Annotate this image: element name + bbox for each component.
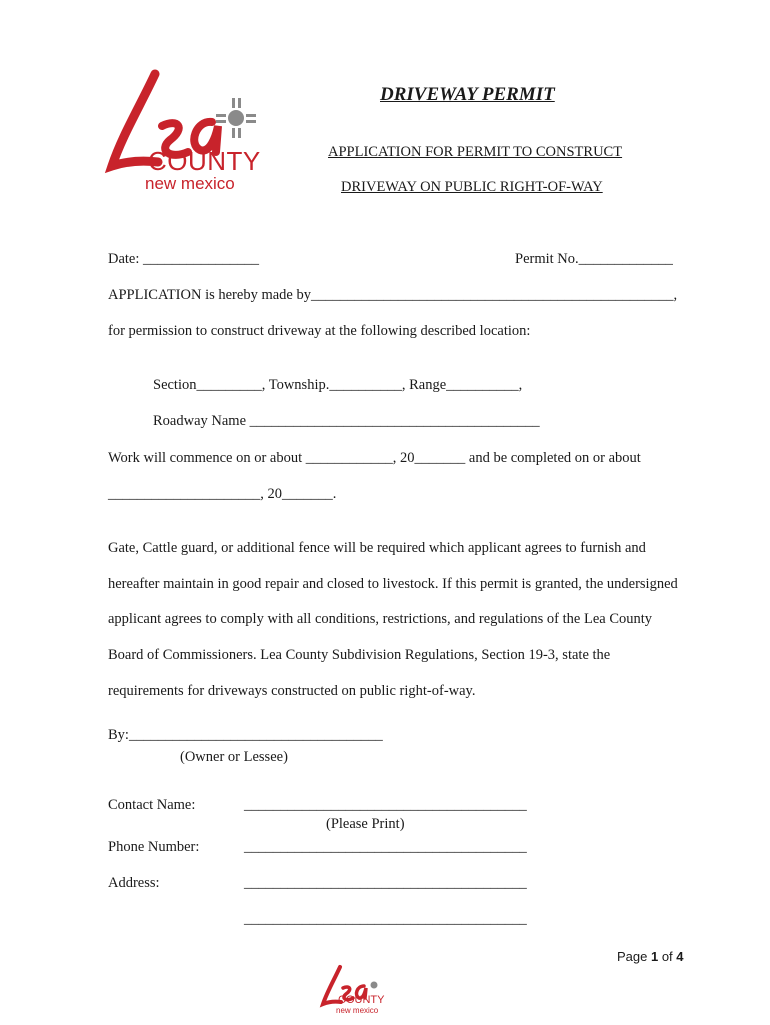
- zia-sun-emblem-icon: [216, 98, 256, 138]
- page-total: 4: [676, 949, 684, 964]
- page-number: [617, 949, 684, 964]
- terms-paragraph-line-2: hereafter maintain in good repair and closed to livestock. If this permit is granted, the undersigned: [108, 576, 678, 592]
- logo-state-text: new mexico: [145, 174, 235, 193]
- footer-logo-state-text: new mexico: [336, 1006, 379, 1015]
- address-field-1[interactable]: _______________________________________: [244, 875, 527, 891]
- terms-paragraph-line-5: requirements for driveways constructed on public right-of-way.: [108, 683, 476, 699]
- subtitle-construct: APPLICATION FOR PERMIT TO CONSTRUCT: [328, 144, 623, 160]
- commence-date-field[interactable]: Work will commence on or about ____________, 20_______ and be completed on or about: [108, 450, 641, 466]
- lea-county-logo: [100, 66, 270, 196]
- permission-text: for permission to construct driveway at the following described location:: [108, 323, 531, 339]
- location-fields[interactable]: Section_________, Township.__________, Range__________,: [153, 377, 523, 393]
- terms-paragraph-line-1: Gate, Cattle guard, or additional fence will be required which applicant agrees to furnish and: [108, 540, 646, 556]
- page-title: DRIVEWAY PERMIT: [380, 84, 555, 105]
- page-current: 1: [650, 949, 659, 964]
- terms-paragraph-line-3: applicant agrees to comply with all conditions, restrictions, and regulations of the Lea County: [108, 611, 653, 627]
- permit-number-field[interactable]: Permit No._____________: [515, 251, 673, 267]
- terms-paragraph-line-4: Board of Commissioners. Lea County Subdivision Regulations, Section 19-3, state the: [108, 647, 611, 663]
- phone-number-field[interactable]: _______________________________________: [244, 839, 527, 855]
- logo-county-text: COUNTY: [148, 146, 261, 176]
- address-field-2[interactable]: _______________________________________: [244, 911, 527, 927]
- owner-lessee-label: (Owner or Lessee): [180, 749, 288, 765]
- date-field[interactable]: Date: ________________: [108, 251, 260, 267]
- footer-lea-county-logo: [318, 964, 388, 1020]
- roadway-name-field[interactable]: Roadway Name ________________________________________: [153, 413, 540, 429]
- please-print-label: (Please Print): [326, 816, 405, 832]
- phone-number-label: Phone Number:: [108, 839, 200, 855]
- subtitle-right-of-way: DRIVEWAY ON PUBLIC RIGHT-OF-WAY: [341, 179, 603, 195]
- applicant-field[interactable]: APPLICATION is hereby made by__________________________________________________,: [108, 287, 678, 303]
- page-of: of: [658, 949, 677, 964]
- address-label: Address:: [108, 875, 160, 891]
- contact-name-field[interactable]: _______________________________________: [244, 797, 527, 813]
- footer-zia-emblem-icon: [371, 982, 378, 989]
- signature-field[interactable]: By:___________________________________: [108, 727, 383, 743]
- footer-logo-county-text: COUNTY: [338, 994, 385, 1006]
- page-prefix: Page: [617, 949, 651, 964]
- completion-date-field[interactable]: _____________________, 20_______.: [108, 486, 337, 502]
- contact-name-label: Contact Name:: [108, 797, 196, 813]
